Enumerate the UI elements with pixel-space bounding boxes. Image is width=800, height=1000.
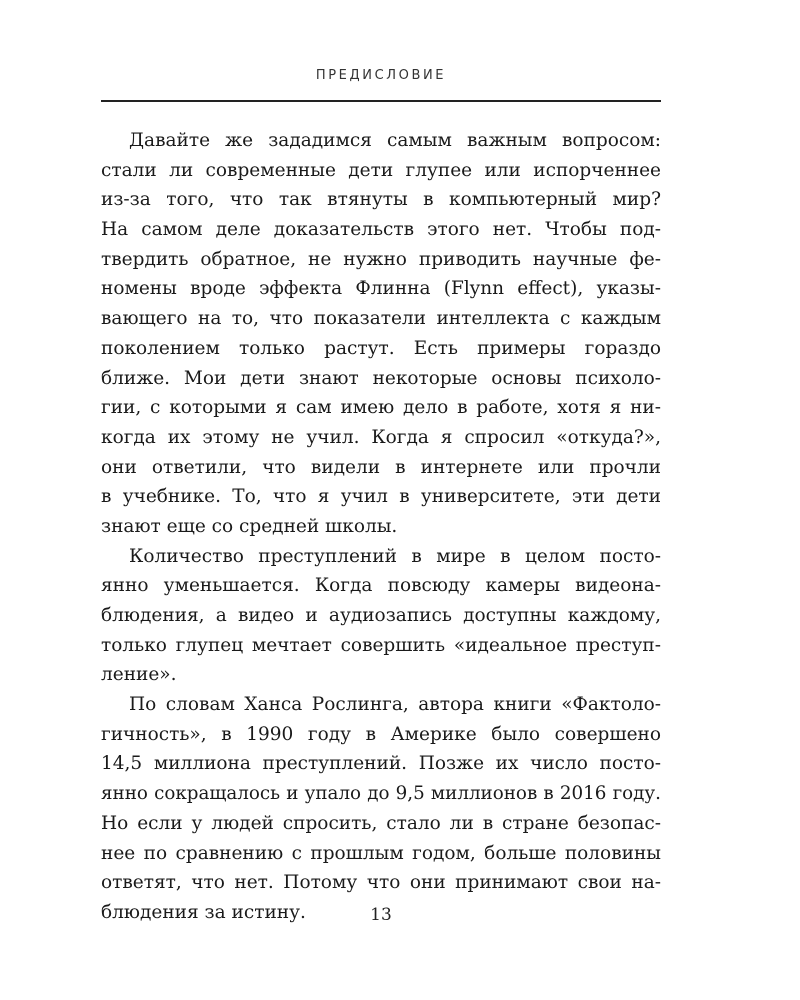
text-line: твердить обратное, не нужно приводить научные фе-	[101, 248, 661, 270]
text-line: номены вроде эффекта Флинна (Flynn effect), указы-	[101, 278, 661, 300]
text-line: блюдения за истину.	[101, 901, 306, 923]
text-line: знают еще со средней школы.	[101, 515, 398, 537]
text-line: По словам Ханса Рослинга, автора книги «Фактоло-	[129, 694, 661, 716]
text-line: из-за того, что так втянуты в компьютерный мир?	[101, 189, 661, 211]
text-line: ближе. Мои дети знают некоторые основы психоло-	[101, 367, 661, 389]
text-line: Количество преступлений в мире в целом посто-	[129, 545, 661, 567]
running-title: ПРЕДИСЛОВИЕ	[315, 68, 447, 83]
text-line: стали ли современные дети глупее или испорченнее	[101, 159, 661, 181]
text-line: Но если у людей спросить, стало ли в стране безопас-	[101, 812, 661, 834]
text-line: На самом деле доказательств этого нет. Чтобы под-	[101, 219, 661, 241]
page-number: 13	[370, 905, 392, 925]
text-line: поколением только растут. Есть примеры гораздо	[101, 337, 661, 359]
text-line: в учебнике. То, что я учил в университете, эти дети	[101, 486, 661, 508]
body-text	[101, 126, 661, 928]
text-line: 14,5 миллиона преступлений. Позже их число посто-	[101, 753, 661, 775]
text-line: ление».	[101, 664, 177, 686]
text-line: янно уменьшается. Когда повсюду камеры видеона-	[101, 575, 661, 597]
paragraph-3	[101, 690, 661, 928]
paragraph-1	[101, 126, 661, 542]
text-line: когда их этому не учил. Когда я спросил «откуда?»,	[101, 426, 661, 448]
text-line: только глупец мечтает совершить «идеальное преступ-	[101, 634, 661, 656]
text-line: вающего на то, что показатели интеллекта с каждым	[101, 308, 661, 330]
text-line: янно сокращалось и упало до 9,5 миллионов в 2016 году.	[101, 783, 661, 805]
header-rule	[101, 100, 661, 102]
text-line: ответят, что нет. Потому что они принимают свои на-	[101, 872, 661, 894]
text-line: блюдения, а видео и аудиозапись доступны каждому,	[101, 605, 661, 626]
text-line: нее по сравнению с прошлым годом, больше половины	[101, 842, 661, 864]
paragraph-2	[101, 542, 661, 690]
text-line: Давайте же зададимся самым важным вопросом:	[129, 130, 661, 151]
text-line: гии, с которыми я сам имею дело в работе, хотя я ни-	[101, 397, 661, 419]
text-line: они ответили, что видели в интернете или прочли	[101, 456, 661, 478]
text-line: гичность», в 1990 году в Америке было совершено	[101, 723, 661, 745]
